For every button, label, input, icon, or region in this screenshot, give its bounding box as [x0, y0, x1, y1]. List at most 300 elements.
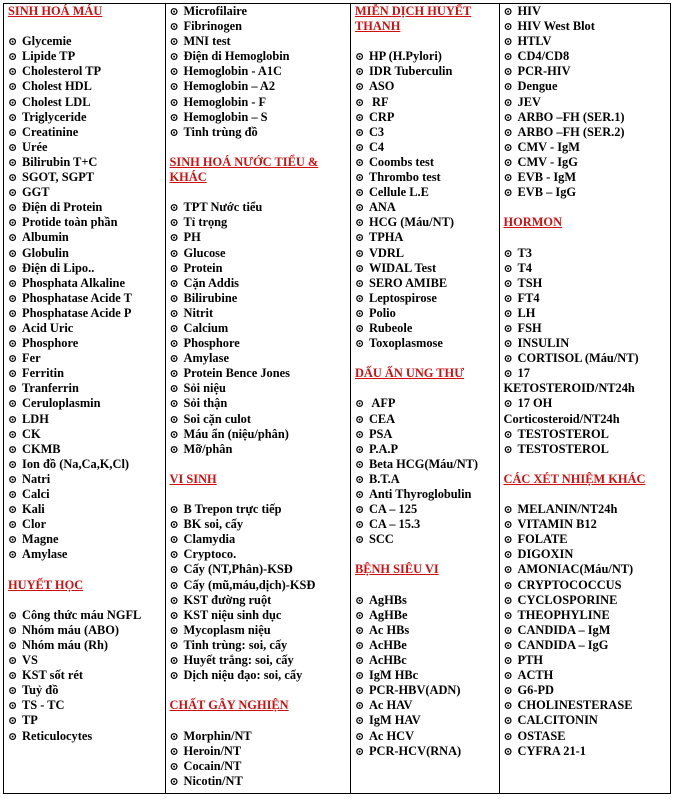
item-label: EVB – IgG — [517, 185, 577, 200]
bullet-icon: ⊙ — [8, 187, 18, 200]
spacer — [170, 457, 350, 472]
checklist-item — [355, 261, 499, 276]
item-label: ARBO –FH (SER.2) — [517, 124, 625, 139]
checklist-item — [355, 336, 499, 351]
checklist-item — [355, 291, 499, 306]
bullet-icon: ⊙ — [8, 715, 18, 728]
checklist-item — [170, 276, 350, 291]
checklist-item — [170, 623, 350, 638]
spacer — [170, 487, 350, 502]
bullet-icon: ⊙ — [169, 126, 179, 139]
spacer — [504, 200, 670, 215]
item-label: Hemoglobin – S — [183, 109, 268, 124]
spacer — [504, 230, 670, 245]
column-3 — [350, 4, 499, 793]
item-label: TPHA — [368, 230, 404, 245]
checklist-item — [8, 125, 165, 140]
item-label: CKMB — [22, 441, 61, 456]
bullet-icon: ⊙ — [8, 549, 18, 562]
section-title: SINH HOÁ NƯỚC TIỂU & KHÁC — [169, 154, 319, 185]
bullet-icon: ⊙ — [169, 322, 179, 335]
item-label: RF — [368, 94, 389, 109]
column-2 — [165, 4, 350, 793]
bullet-icon: ⊙ — [354, 141, 365, 154]
bullet-icon: ⊙ — [8, 126, 18, 139]
bullet-icon: ⊙ — [503, 172, 513, 185]
bullet-icon: ⊙ — [354, 458, 365, 471]
bullet-icon: ⊙ — [8, 247, 18, 260]
checklist-item — [504, 532, 670, 547]
item-label: Polio — [368, 305, 396, 320]
bullet-icon: ⊙ — [354, 232, 365, 245]
checklist-item — [355, 487, 499, 502]
item-label: Nhóm máu (Rh) — [22, 637, 109, 652]
bullet-icon: ⊙ — [503, 504, 513, 517]
item-label: Soi cặn culot — [183, 411, 251, 426]
item-label: Cấy (mũ,máu,dịch)-KSĐ — [183, 577, 316, 592]
item-label: Mỡ/phân — [183, 441, 233, 456]
bullet-icon: ⊙ — [354, 126, 365, 139]
bullet-icon: ⊙ — [8, 700, 18, 713]
bullet-icon: ⊙ — [503, 277, 513, 290]
item-label: BK soi, cấy — [183, 517, 244, 532]
bullet-icon: ⊙ — [169, 428, 179, 441]
checklist-item — [170, 381, 350, 396]
checklist-item — [170, 95, 350, 110]
checklist-item — [8, 95, 165, 110]
item-label: Globulin — [22, 245, 69, 260]
checklist-item — [355, 125, 499, 140]
checklist-item — [355, 532, 499, 547]
item-label: ARBO –FH (SER.1) — [517, 109, 625, 124]
checklist-item — [8, 668, 165, 683]
item-label: AcHBc — [368, 653, 407, 668]
item-label: CANDIDA – IgG — [517, 637, 609, 652]
item-label: C3 — [368, 124, 385, 139]
item-label: Tinh trùng đồ — [183, 124, 258, 139]
item-label: TESTOSTEROL — [517, 441, 609, 456]
item-label: Glucose — [183, 245, 226, 260]
item-label: EVB - IgM — [517, 170, 577, 185]
item-label: Albumin — [22, 230, 69, 245]
bullet-icon: ⊙ — [169, 413, 179, 426]
checklist-item — [504, 246, 670, 261]
checklist-item — [170, 774, 350, 789]
item-label: CEA — [368, 411, 396, 426]
checklist-item — [170, 744, 350, 759]
item-label: Nhóm máu (ABO) — [22, 622, 120, 637]
item-label: Tỉ trọng — [183, 215, 228, 230]
spacer — [355, 381, 499, 396]
bullet-icon: ⊙ — [354, 247, 365, 260]
checklist-item — [170, 230, 350, 245]
item-label: HIV — [517, 4, 541, 18]
checklist-item — [8, 34, 165, 49]
item-label: KST niệu sinh dục — [183, 607, 282, 622]
item-label: CHOLINESTERASE — [517, 698, 633, 713]
item-label: Ceruloplasmin — [22, 396, 101, 411]
bullet-icon: ⊙ — [354, 262, 365, 275]
item-label: T4 — [517, 260, 532, 275]
bullet-icon: ⊙ — [354, 473, 365, 486]
bullet-icon: ⊙ — [503, 398, 513, 411]
checklist-item — [8, 336, 165, 351]
checklist-item — [170, 638, 350, 653]
item-continuation: KETOSTEROID/NT24h — [503, 381, 635, 396]
bullet-icon: ⊙ — [8, 111, 18, 124]
bullet-icon: ⊙ — [169, 217, 179, 230]
checklist-item — [355, 502, 499, 517]
checklist-item — [8, 200, 165, 215]
item-label: Toxoplasmose — [368, 336, 443, 351]
checklist-item — [8, 64, 165, 79]
item-label: HIV West Blot — [517, 19, 595, 34]
bullet-icon: ⊙ — [169, 232, 179, 245]
checklist-item — [170, 321, 350, 336]
bullet-icon: ⊙ — [8, 534, 18, 547]
checklist-item — [355, 110, 499, 125]
checklist-item — [355, 79, 499, 94]
bullet-icon: ⊙ — [169, 277, 179, 290]
checklist-item — [8, 155, 165, 170]
section-title: HUYẾT HỌC — [8, 577, 84, 592]
bullet-icon: ⊙ — [8, 670, 18, 683]
spacer — [170, 140, 350, 155]
item-label: TESTOSTEROL — [517, 426, 609, 441]
bullet-icon: ⊙ — [354, 202, 365, 215]
bullet-icon: ⊙ — [8, 292, 18, 305]
item-label: FOLATE — [517, 532, 568, 547]
checklist-item — [504, 502, 670, 517]
bullet-icon: ⊙ — [503, 685, 513, 698]
checklist-item — [504, 321, 670, 336]
spacer — [355, 547, 499, 562]
item-label: Urée — [22, 139, 48, 154]
checklist-item — [355, 517, 499, 532]
bullet-icon: ⊙ — [8, 156, 18, 169]
section-title: MIỄN DỊCH HUYẾT THANH — [354, 4, 472, 34]
bullet-icon: ⊙ — [169, 368, 179, 381]
item-label: Sỏi niệu — [183, 381, 226, 396]
bullet-icon: ⊙ — [354, 624, 365, 637]
checklist-item — [8, 623, 165, 638]
bullet-icon: ⊙ — [8, 489, 18, 501]
spacer — [170, 683, 350, 698]
item-label: G6-PD — [517, 683, 554, 698]
checklist-item — [355, 668, 499, 683]
bullet-icon: ⊙ — [8, 473, 18, 486]
item-label: Ac HAV — [368, 698, 413, 713]
item-label: HTLV — [517, 34, 552, 49]
item-label: MNI test — [183, 34, 231, 49]
item-label: Cholest LDL — [22, 94, 91, 109]
item-label: ANA — [368, 200, 396, 215]
bullet-icon: ⊙ — [354, 307, 365, 320]
checklist-item — [170, 49, 350, 64]
checklist-item — [504, 140, 670, 155]
item-label: CA – 125 — [368, 502, 418, 517]
checklist-item — [8, 276, 165, 291]
checklist-item — [355, 321, 499, 336]
bullet-icon: ⊙ — [169, 66, 179, 79]
item-label: JEV — [517, 94, 541, 109]
item-label: Nitrit — [183, 305, 214, 320]
item-label: GGT — [22, 185, 50, 200]
checklist-item — [8, 713, 165, 728]
item-label: Lipide TP — [22, 49, 76, 64]
checklist-item — [504, 291, 670, 306]
bullet-icon: ⊙ — [169, 247, 179, 260]
bullet-icon: ⊙ — [169, 202, 179, 215]
bullet-icon: ⊙ — [503, 126, 513, 139]
bullet-icon: ⊙ — [503, 670, 513, 683]
bullet-icon: ⊙ — [354, 730, 365, 743]
bullet-icon: ⊙ — [354, 609, 365, 622]
checklist-item — [355, 442, 499, 457]
item-label: CA – 15.3 — [368, 517, 421, 532]
item-label: PTH — [517, 653, 543, 668]
checklist-item — [504, 110, 670, 125]
bullet-icon: ⊙ — [169, 338, 179, 351]
bullet-icon: ⊙ — [503, 156, 513, 169]
item-label: PCR-HIV — [517, 64, 571, 79]
bullet-icon: ⊙ — [503, 368, 513, 381]
checklist-item — [170, 396, 350, 411]
item-label: Coombs test — [368, 154, 434, 169]
checklist-item — [170, 517, 350, 532]
checklist-item — [170, 125, 350, 140]
checklist-item — [170, 79, 350, 94]
item-label: CRYPTOCOCCUS — [517, 577, 622, 592]
checklist-item — [170, 412, 350, 427]
item-label: Microfilaire — [183, 4, 248, 18]
bullet-icon: ⊙ — [503, 262, 513, 275]
bullet-icon: ⊙ — [8, 398, 18, 411]
checklist-item — [504, 698, 670, 713]
checklist-item — [504, 683, 670, 698]
item-label: Hemoglobin - F — [183, 94, 267, 109]
checklist-item — [504, 351, 670, 366]
bullet-icon: ⊙ — [169, 534, 179, 547]
item-label: Cấy (NT,Phân)-KSĐ — [183, 562, 293, 577]
bullet-icon: ⊙ — [169, 639, 179, 652]
item-label: Rubeole — [368, 320, 413, 335]
item-label: WIDAL Test — [368, 260, 437, 275]
checklist-item — [8, 638, 165, 653]
bullet-icon: ⊙ — [8, 96, 18, 109]
checklist-item — [355, 95, 499, 110]
item-label: C4 — [368, 139, 385, 154]
bullet-icon: ⊙ — [503, 639, 513, 652]
checklist-item — [8, 381, 165, 396]
item-label: CORTISOL (Máu/NT) — [517, 351, 639, 366]
item-label: VS — [22, 653, 38, 668]
bullet-icon: ⊙ — [354, 292, 365, 305]
bullet-icon: ⊙ — [503, 81, 513, 94]
checklist-item — [355, 170, 499, 185]
bullet-icon: ⊙ — [169, 81, 179, 94]
item-label: Glycemie — [22, 34, 72, 49]
item-label: Cryptoco. — [183, 547, 237, 562]
bullet-icon: ⊙ — [354, 428, 365, 441]
bullet-icon: ⊙ — [8, 609, 18, 622]
checklist-item — [8, 230, 165, 245]
spacer — [504, 487, 670, 502]
bullet-icon: ⊙ — [503, 609, 513, 622]
checklist-item — [8, 79, 165, 94]
bullet-icon: ⊙ — [354, 489, 365, 501]
bullet-icon: ⊙ — [503, 96, 513, 109]
item-label: Kali — [22, 502, 45, 517]
item-label: Cholest HDL — [22, 79, 92, 94]
item-label: 17 — [517, 366, 530, 381]
bullet-icon: ⊙ — [354, 685, 365, 698]
checklist-item — [504, 578, 670, 593]
checklist-item — [8, 487, 165, 502]
checklist-item — [170, 19, 350, 34]
bullet-icon: ⊙ — [503, 564, 513, 577]
checklist-item — [504, 366, 670, 381]
bullet-icon: ⊙ — [503, 187, 513, 200]
item-label: Protide toàn phần — [22, 215, 118, 230]
bullet-icon: ⊙ — [8, 353, 18, 366]
bullet-icon: ⊙ — [169, 609, 179, 622]
checklist-item — [8, 215, 165, 230]
checklist-item — [504, 19, 670, 34]
bullet-icon: ⊙ — [503, 6, 513, 18]
bullet-icon: ⊙ — [169, 549, 179, 562]
bullet-icon: ⊙ — [169, 111, 179, 124]
checklist-item — [504, 49, 670, 64]
bullet-icon: ⊙ — [8, 443, 18, 456]
item-label: Reticulocytes — [22, 728, 93, 743]
spacer — [8, 562, 165, 577]
checklist-item — [170, 759, 350, 774]
item-continuation: Corticosteroid/NT24h — [503, 411, 620, 426]
checklist-item — [504, 125, 670, 140]
checklist-item — [8, 457, 165, 472]
bullet-icon: ⊙ — [8, 428, 18, 441]
item-label: Fibrinogen — [183, 19, 243, 34]
item-label: Máu ẩn (niệu/phân) — [183, 426, 289, 441]
checklist-item — [170, 64, 350, 79]
bullet-icon: ⊙ — [503, 428, 513, 441]
checklist-item — [8, 547, 165, 562]
item-label: SERO AMIBE — [368, 275, 448, 290]
bullet-icon: ⊙ — [8, 685, 18, 698]
item-label: CYFRA 21-1 — [517, 743, 587, 758]
section-title: CÁC XÉT NHIỆM KHÁC — [503, 471, 646, 486]
bullet-icon: ⊙ — [8, 217, 18, 230]
bullet-icon: ⊙ — [8, 383, 18, 396]
checklist-item — [355, 200, 499, 215]
item-label: Fer — [22, 351, 41, 366]
checklist-item — [504, 79, 670, 94]
checklist-item — [355, 729, 499, 744]
section-title: HORMON — [503, 215, 563, 230]
checklist-item — [355, 230, 499, 245]
spacer — [170, 713, 350, 728]
item-label: SCC — [368, 532, 394, 547]
bullet-icon: ⊙ — [503, 624, 513, 637]
checklist-item — [355, 412, 499, 427]
bullet-icon: ⊙ — [503, 594, 513, 607]
item-label: Phosphatase Acide P — [22, 305, 132, 320]
bullet-icon: ⊙ — [8, 368, 18, 381]
bullet-icon: ⊙ — [8, 36, 18, 49]
bullet-icon: ⊙ — [503, 21, 513, 34]
checklist-item — [355, 744, 499, 759]
bullet-icon: ⊙ — [169, 51, 179, 64]
item-label: ASO — [368, 79, 395, 94]
bullet-icon: ⊙ — [169, 504, 179, 517]
checklist-item — [355, 683, 499, 698]
checklist-item — [504, 4, 670, 19]
bullet-icon: ⊙ — [503, 353, 513, 366]
item-label: Phosphatase Acide T — [22, 290, 132, 305]
bullet-icon: ⊙ — [169, 655, 179, 668]
bullet-icon: ⊙ — [503, 322, 513, 335]
item-label: TSH — [517, 275, 543, 290]
item-label: Anti Thyroglobulin — [368, 487, 472, 501]
bullet-icon: ⊙ — [169, 760, 179, 773]
checklist-item — [170, 306, 350, 321]
item-label: TPT Nước tiểu — [183, 200, 263, 215]
checklist-item — [8, 517, 165, 532]
bullet-icon: ⊙ — [169, 21, 179, 34]
checklist-item — [355, 472, 499, 487]
checklist-item — [355, 185, 499, 200]
item-label: CALCITONIN — [517, 713, 598, 728]
section-title: VI SINH — [169, 471, 217, 486]
item-label: Cholesterol TP — [22, 64, 102, 79]
checklist-item — [170, 729, 350, 744]
bullet-icon: ⊙ — [8, 172, 18, 185]
bullet-icon: ⊙ — [169, 398, 179, 411]
item-label: Protein — [183, 260, 223, 275]
bullet-icon: ⊙ — [169, 353, 179, 366]
bullet-icon: ⊙ — [503, 700, 513, 713]
item-label: AgHBs — [368, 592, 407, 607]
item-label: T3 — [517, 245, 532, 260]
checklist-item — [170, 608, 350, 623]
item-label: Nicotin/NT — [183, 773, 243, 788]
bullet-icon: ⊙ — [169, 745, 179, 758]
item-label: FT4 — [517, 290, 540, 305]
item-label: Phosphore — [183, 336, 240, 351]
checklist-item — [170, 427, 350, 442]
item-label: AFP — [368, 396, 396, 411]
item-label: LH — [517, 305, 536, 320]
bullet-icon: ⊙ — [354, 413, 365, 426]
bullet-icon: ⊙ — [354, 156, 365, 169]
item-label: Mycoplasm niệu — [183, 622, 271, 637]
checklist-item — [170, 547, 350, 562]
bullet-icon: ⊙ — [8, 277, 18, 290]
section-title: SINH HOÁ MÁU — [8, 4, 103, 18]
checklist-item — [504, 668, 670, 683]
checklist-item — [504, 623, 670, 638]
bullet-icon: ⊙ — [354, 338, 365, 351]
item-label: Clamydia — [183, 532, 236, 547]
checklist-item — [8, 502, 165, 517]
checklist-item — [355, 49, 499, 64]
item-label: Calci — [22, 487, 50, 501]
item-label: FSH — [517, 320, 542, 335]
item-label: PCR-HCV(RNA) — [368, 743, 462, 758]
item-label: Bilirubine — [183, 290, 238, 305]
bullet-icon: ⊙ — [169, 579, 179, 592]
